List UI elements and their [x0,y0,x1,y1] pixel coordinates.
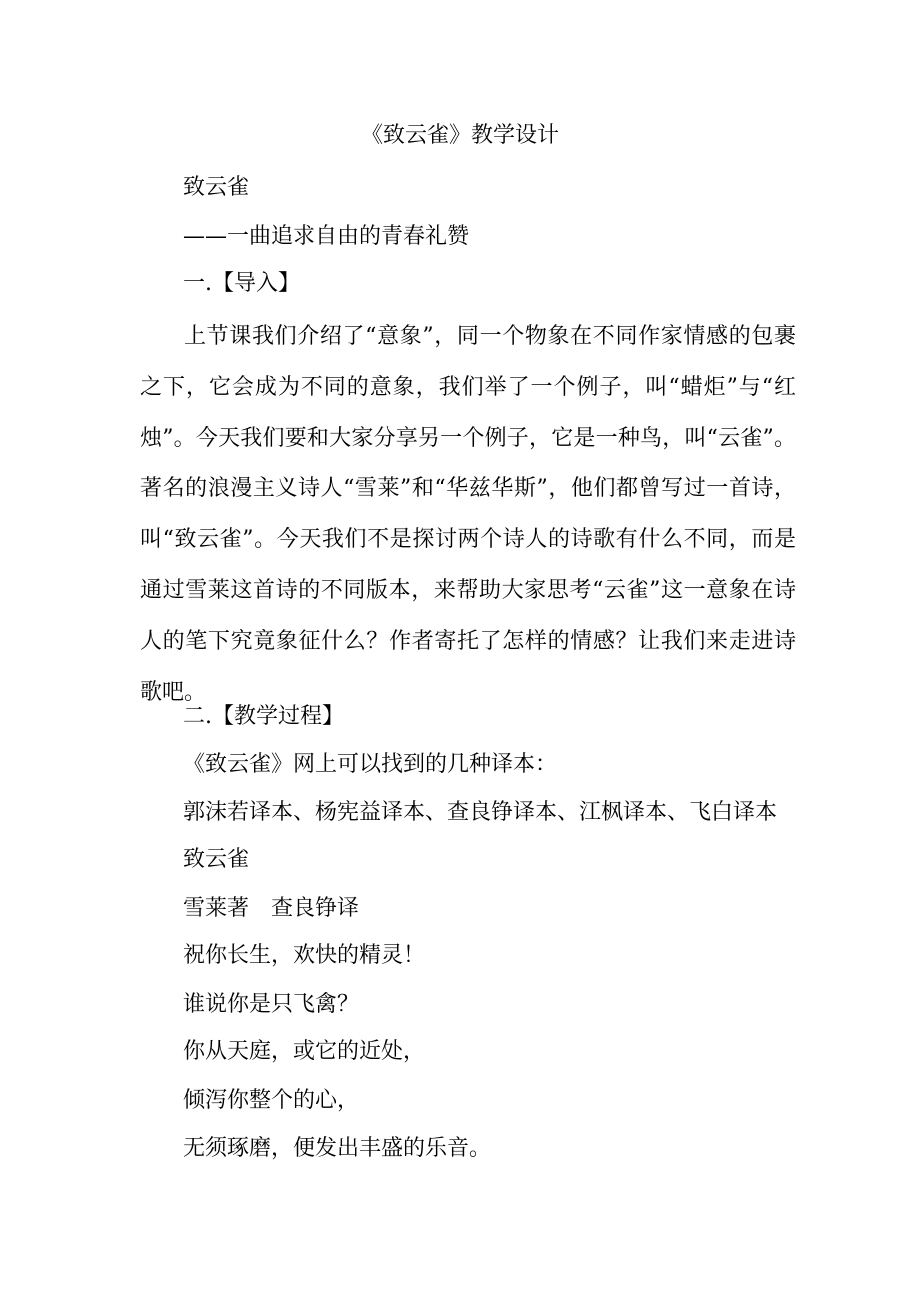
intro-paragraph: 上节课我们介绍了“意象”，同一个物象在不同作家情感的包裹之下，它会成为不同的意象，我们举了一个例子，叫“蜡炬”与“红烛”。今天我们要和大家分享另一个例子，它是一种鸟，叫“云雀”。著名的浪漫主义诗人“雪莱”和“华兹华斯”，他们都曾写过一首诗，叫“致云雀”。今天我们不是探讨两个诗人的诗歌有什么不同，而是通过雪莱这首诗的不同版本，来帮助大家思考“云雀”这一意象在诗人的笔下究竟象征什么？作者寄托了怎样的情感？让我们来走进诗歌吧。 [140,324,796,705]
section-heading-process: 二.【教学过程】 [183,704,344,729]
poem-title: 致云雀 [183,847,250,872]
subtitle-tagline: ——一曲追求自由的青春礼赞 [183,224,470,249]
poem-line: 谁说你是只飞禽？ [183,992,360,1017]
translations-list: 郭沫若译本、杨宪益译本、查良铮译本、江枫译本、飞白译本 [183,800,778,825]
poem-line: 倾泻你整个的心， [183,1088,360,1113]
translations-intro: 《致云雀》网上可以找到的几种译本： [183,752,558,777]
poem-line: 你从天庭，或它的近处， [183,1039,426,1064]
subtitle-main: 致云雀 [183,175,250,200]
section-heading-intro: 一.【导入】 [183,271,300,296]
poem-line: 无须琢磨，便发出丰盛的乐音。 [183,1136,492,1161]
poem-line: 祝你长生，欢快的精灵！ [183,943,426,968]
poem-byline: 雪莱著 查良铮译 [183,896,360,921]
document-title: 《致云雀》教学设计 [360,123,559,148]
